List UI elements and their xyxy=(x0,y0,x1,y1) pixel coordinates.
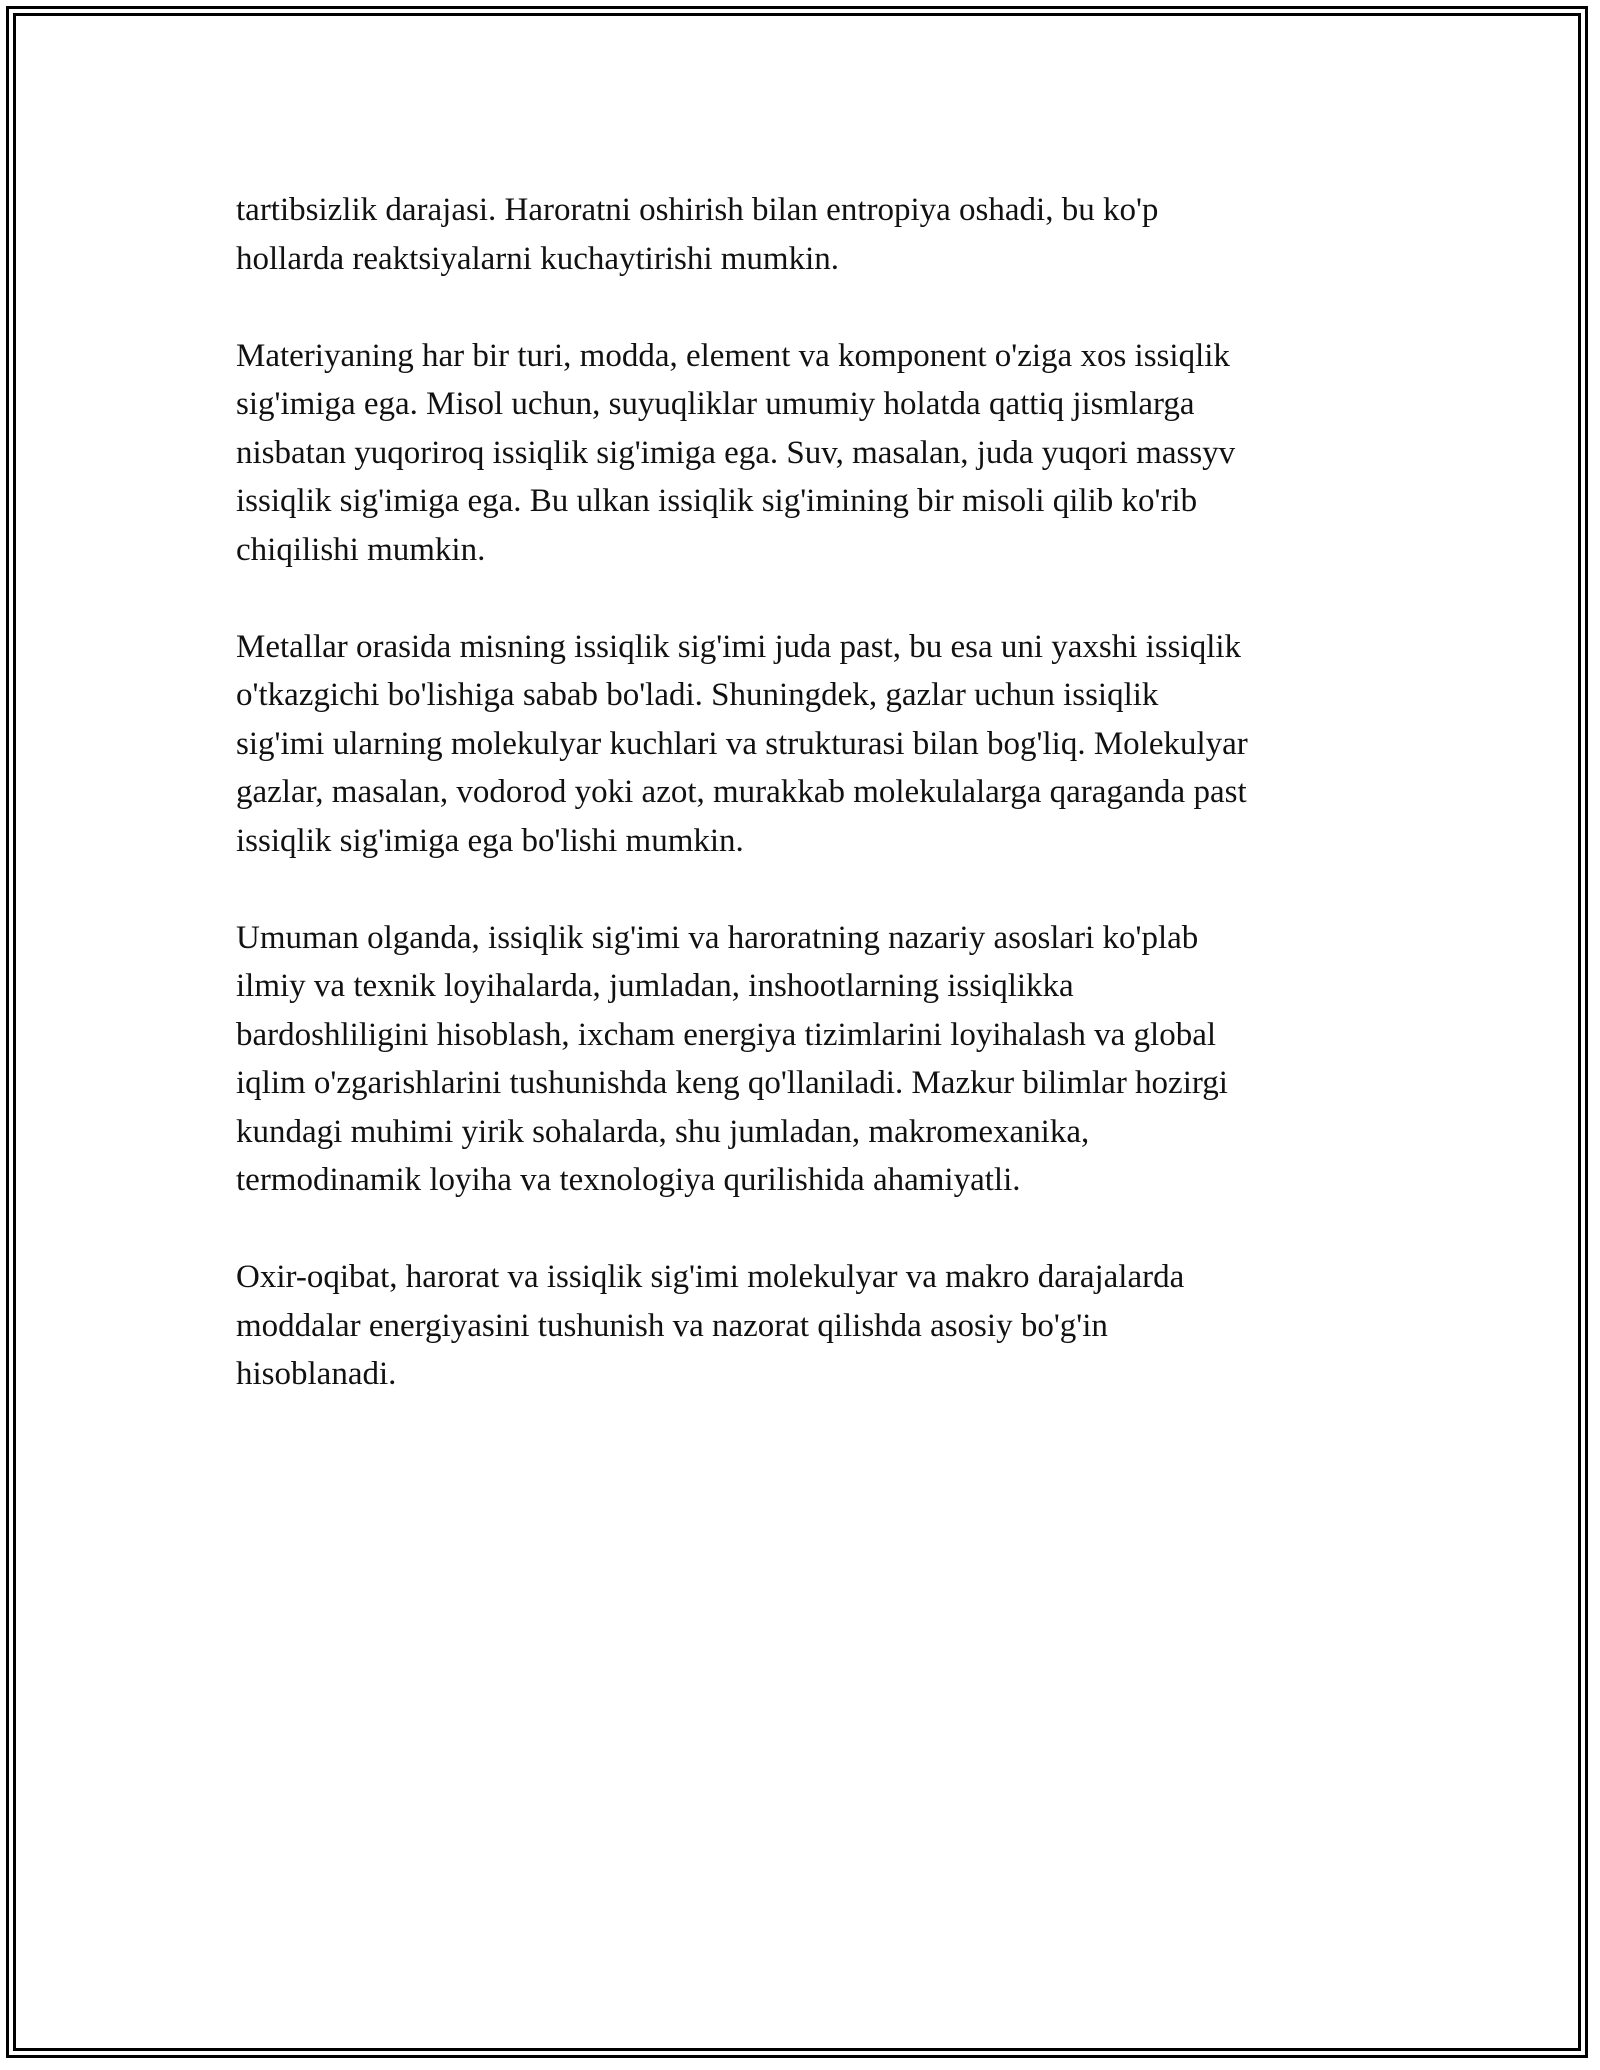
paragraph xyxy=(236,186,1386,283)
text-line: issiqlik sig'imiga ega bo'lishi mumkin. xyxy=(236,822,744,859)
text-line: Materiyaning har bir turi, modda, element va komponent o'ziga xos issiqlik xyxy=(236,337,1230,374)
text-line: tartibsizlik darajasi. Haroratni oshirish bilan entropiya oshadi, bu ko'p xyxy=(236,192,1159,228)
paragraph xyxy=(236,332,1386,575)
text-line: o'tkazgichi bo'lishiga sabab bo'ladi. Shuningdek, gazlar uchun issiqlik xyxy=(236,677,1159,713)
text-line: gazlar, masalan, vodorod yoki azot, murakkab molekulalarga qaraganda past xyxy=(236,774,1247,810)
text-line: sig'imiga ega. Misol uchun, suyuqliklar umumiy holatda qattiq jismlarga xyxy=(236,386,1195,422)
text-line: Oxir-oqibat, harorat va issiqlik sig'imi molekulyar va makro darajalarda xyxy=(236,1259,1185,1295)
text-line: bardoshliligini hisoblash, ixcham energiya tizimlarini loyihalash va global xyxy=(236,1016,1217,1053)
text-line: iqlim o'zgarishlarini tushunishda keng qo'llaniladi. Mazkur bilimlar hozirgi xyxy=(236,1065,1228,1101)
text-line: chiqilishi mumkin. xyxy=(236,531,486,568)
text-line: Metallar orasida misning issiqlik sig'imi juda past, bu esa uni yaxshi issiqlik xyxy=(236,628,1242,665)
text-line: hollarda reaktsiyalarni kuchaytirishi mumkin. xyxy=(236,240,840,277)
text-line: issiqlik sig'imiga ega. Bu ulkan issiqlik sig'imining bir misoli qilib ko'rib xyxy=(236,483,1198,519)
text-line: ilmiy va texnik loyihalarda, jumladan, inshootlarning issiqlikka xyxy=(236,968,1074,1004)
paragraph xyxy=(236,623,1386,866)
text-line: moddalar energiyasini tushunish va nazorat qilishda asosiy bo'g'in xyxy=(236,1307,1108,1344)
text-line: Umuman olganda, issiqlik sig'imi va haroratning nazariy asoslari ko'plab xyxy=(236,919,1199,956)
text-line: kundagi muhimi yirik sohalarda, shu jumladan, makromexanika, xyxy=(236,1113,1090,1150)
text-line: nisbatan yuqoriroq issiqlik sig'imiga ega. Suv, masalan, juda yuqori massyv xyxy=(236,434,1236,471)
text-line: sig'imi ularning molekulyar kuchlari va strukturasi bilan bog'liq. Molekulyar xyxy=(236,725,1248,762)
paragraph xyxy=(236,914,1386,1205)
text-line: hisoblanadi. xyxy=(236,1356,397,1392)
paragraph xyxy=(236,1253,1386,1399)
text-line: termodinamik loyiha va texnologiya qurilishida ahamiyatli. xyxy=(236,1162,1021,1198)
document-body xyxy=(236,186,1386,1447)
